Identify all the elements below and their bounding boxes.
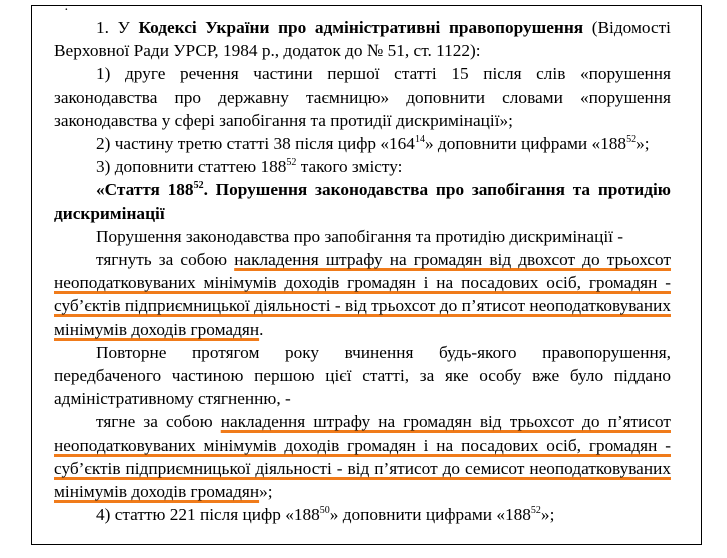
scan-dot: · [64, 3, 69, 18]
paragraph-add-article: 3) доповнити статтею $188^{52}$ такого змісту: [96, 157, 403, 177]
document-body [54, 16, 671, 526]
highlighted-penalty: накладення штрафу на громадян від трьохсот до п’ятисот неоподатковуваних мінімумів доходів громадян і на посадових осіб, громадян - суб’єктів підприємницької діяльності - від п’ятисот до семисот неоподатковуваних мінімумів доходів громадян [54, 412, 671, 502]
paragraph-amendment-intro [54, 16, 671, 62]
superscript: 52 [530, 505, 541, 517]
article-number: Стаття 188 [104, 180, 194, 200]
paragraph-violation: Порушення законодавства про запобігання та протидію дискримінації - [96, 226, 624, 246]
article-title: . Порушення законодавства про запобігання та протидію дискримінації [54, 180, 671, 223]
paragraph-repeat-violation: Повторне протягом року вчинення будь-якого правопорушення, передбаченого частиною першою цієї статті, за яке особу вже було піддано адміністративному стягненню, - [54, 342, 671, 409]
superscript: 14 [414, 134, 425, 146]
paragraph-article-221: 4) статтю 221 після цифр «$188^{50}$» доповнити цифрами «$188^{52}$»; [96, 505, 555, 525]
paragraph-penalty-first: тягнуть за собою накладення штрафу на громадян від двохсот до трьохсот неоподатковуваних мінімумів доходів громадян і на посадових осіб, громадян - суб’єктів підприємницької діяльності - від трьохсот до п’ятисот неоподатковуваних мінімумів доходів громадян. [54, 250, 672, 339]
code-name: Кодексі України про адміністративні правопорушення [138, 18, 584, 37]
item-number: 1. У [96, 18, 139, 37]
paragraph-article-15: 1) друге речення частини першої статті 15 після слів «порушення законодавства про державну таємницю» доповнити словами «порушення законодавства у сфері запобігання та протидії дискримінації»; [54, 64, 671, 130]
paragraph-penalty-repeat: тягне за собою накладення штрафу на громадян від трьохсот до п’ятисот неоподатковуваних мінімумів доходів громадян і на посадових осіб, громадян - суб’єктів підприємницької діяльності - від п’ятисот до семисот неоподатковуваних мінімумів доходів громадян»; [54, 412, 671, 502]
source-reference: (Відомості Верховної Ради УРСР, 1984 р., додаток до № 51, ст. 1122): [54, 18, 671, 61]
superscript: 52 [286, 157, 297, 169]
paragraph-article-38: 2) частину третю статті 38 після цифр «$164^{14}$» доповнити цифрами «$188^{52}$»; [96, 134, 650, 154]
superscript: 50 [319, 505, 330, 517]
article-heading: «Стаття $188^{52}$. Порушення законодавства про запобігання та протидію дискримінації [54, 180, 671, 223]
superscript: 52 [193, 180, 204, 192]
superscript: 52 [626, 134, 637, 146]
highlighted-penalty: накладення штрафу на громадян від двохсот до трьохсот неоподатковуваних мінімумів доходів громадян і на посадових осіб, громадян - суб’єктів підприємницької діяльності - від трьохсот до п’ятисот неоподатковуваних мінімумів доходів громадян [54, 250, 672, 339]
